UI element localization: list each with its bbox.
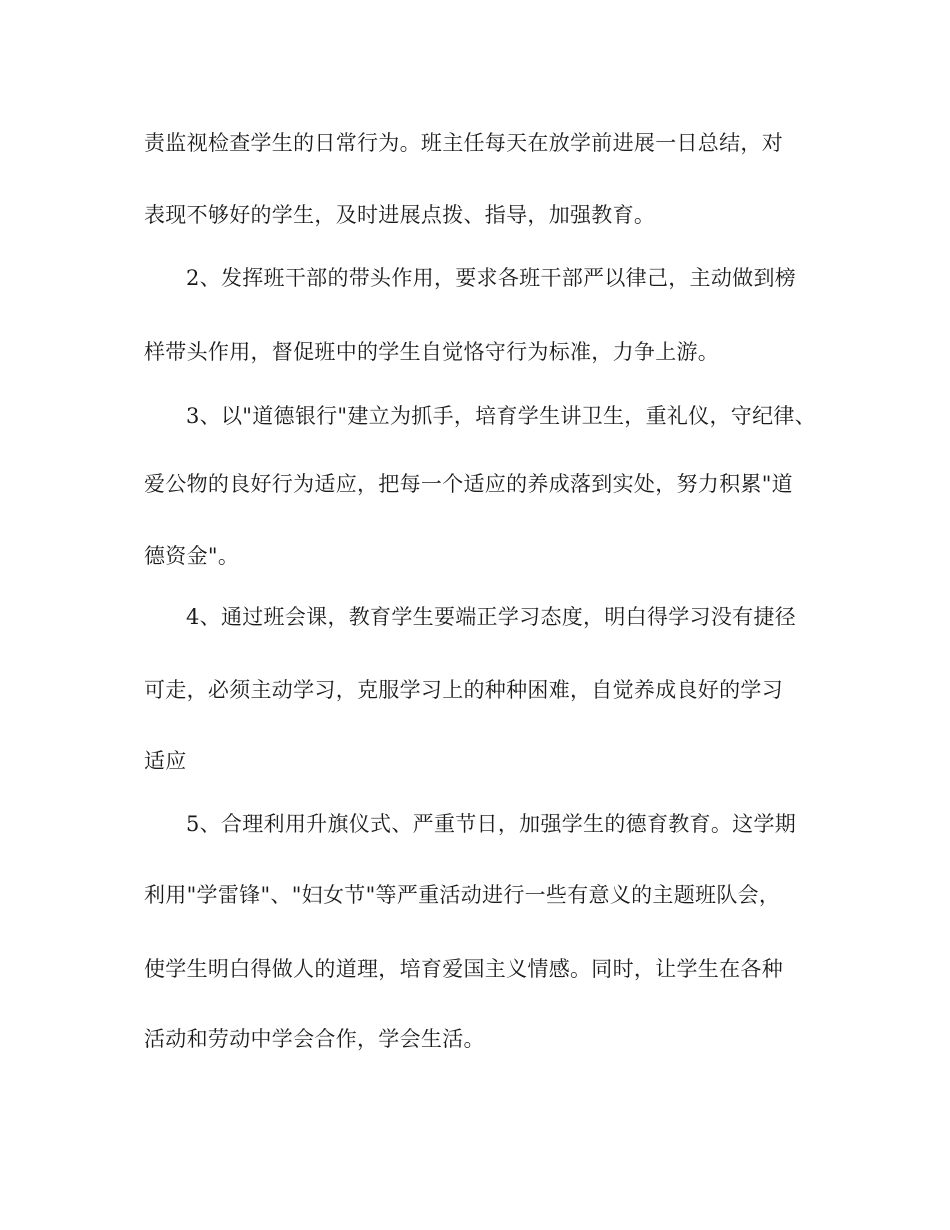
text-line: 德资金"。: [144, 544, 240, 568]
text-line: 适应: [144, 749, 187, 773]
text-line: 使学生明白得做人的道理，培育爱国主义情感。同时，让学生在各种: [144, 957, 783, 981]
text-line: 3、以"道德银行"建立为抓手，培育学生讲卫生，重礼仪，守纪律、: [186, 404, 816, 428]
text-line: 利用"学雷锋"、"妇女节"等严重活动进行一些有意义的主题班队会，: [144, 883, 781, 907]
text-line: 活动和劳动中学会合作，学会生活。: [144, 1027, 485, 1051]
text-line: 爱公物的良好行为适应，把每一个适应的养成落到实处，努力积累"道: [144, 472, 793, 496]
text-line: 2、发挥班干部的带头作用，要求各班干部严以律己，主动做到榜: [186, 266, 797, 290]
text-line: 样带头作用，督促班中的学生自觉恪守行为标准，力争上游。: [144, 340, 720, 364]
text-line: 5、合理利用升旗仪式、严重节日，加强学生的德育教育。这学期: [186, 812, 797, 836]
text-line: 表现不够好的学生，及时进展点拨、指导，加强教育。: [144, 203, 656, 227]
text-line: 责监视检查学生的日常行为。班主任每天在放学前进展一日总结，对: [144, 131, 783, 155]
text-line: 4、通过班会课，教育学生要端正学习态度，明白得学习没有捷径: [186, 605, 797, 629]
text-line: 可走，必须主动学习，克服学习上的种种困难，自觉养成良好的学习: [144, 678, 783, 702]
